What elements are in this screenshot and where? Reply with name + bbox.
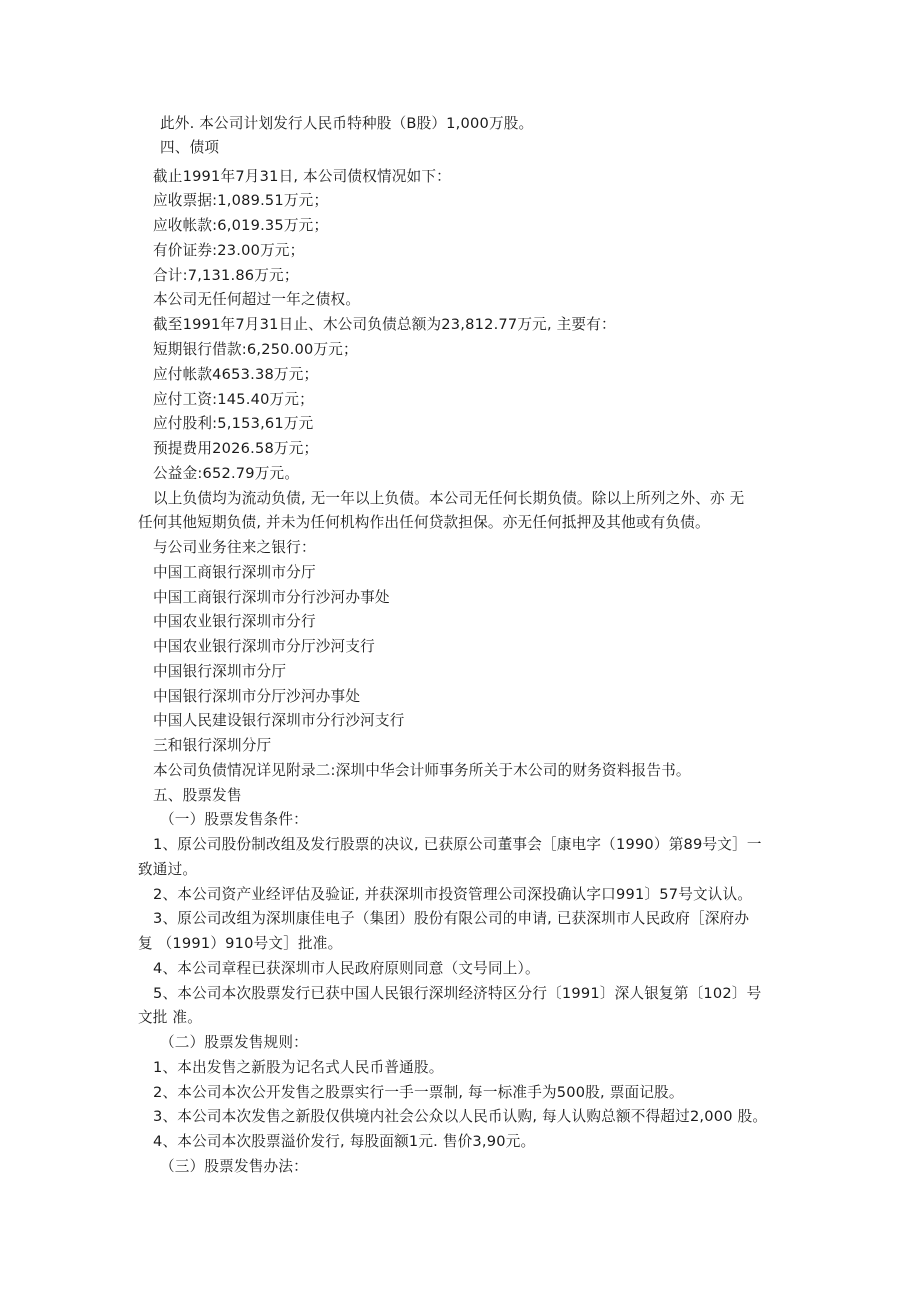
text-line: 应付股利:5,153,61万元 bbox=[153, 415, 314, 432]
text-line: 此外. 本公司计划发行人民币特种股（B股）1,000万股。 bbox=[160, 115, 534, 132]
text-line: 有价证券:23.00万元； bbox=[153, 242, 305, 259]
subsection-heading: （二）股票发售规则： bbox=[160, 1034, 308, 1051]
section-heading: 四、债项 bbox=[160, 139, 220, 156]
text-line: 任何其他短期负债, 并未为任何机构作出任何贷款担保。亦无任何抵押及其他或有负债。 bbox=[138, 514, 710, 531]
text-line: 截止1991年7月31日, 本公司债权情况如下： bbox=[153, 168, 451, 185]
text-line: 5、本公司本次股票发行已获中国人民银行深圳经济特区分行〔1991〕深人银复第〔102〕号 bbox=[153, 985, 762, 1002]
bank-name: 中国银行深圳市分厅 bbox=[153, 663, 287, 680]
text-line: 2、本公司本次公开发售之股票实行一手一票制, 每一标准手为500股, 票面记股。 bbox=[153, 1084, 684, 1101]
text-line: 以上负债均为流动负债, 无一年以上负债。本公司无任何长期负债。除以上所列之外、亦 无 bbox=[153, 490, 745, 507]
text-line: 复 （1991）910号文］批准。 bbox=[138, 935, 343, 952]
text-line: 与公司业务往来之银行： bbox=[153, 539, 316, 556]
text-line: 4、本公司章程已获深圳市人民政府原则同意（文号同上）。 bbox=[153, 960, 540, 977]
subsection-heading: （一）股票发售条件： bbox=[160, 811, 308, 828]
text-line: 1、本出发售之新股为记名式人民币普通股。 bbox=[153, 1059, 444, 1076]
bank-name: 中国工商银行深圳市分厅 bbox=[153, 564, 316, 581]
subsection-heading: （三）股票发售办法： bbox=[160, 1158, 308, 1175]
bank-name: 中国农业银行深圳市分厅沙河支行 bbox=[153, 638, 375, 655]
text-line: 短期银行借款:6,250.00万元； bbox=[153, 341, 358, 358]
text-line: 应付帐款4653.38万元； bbox=[153, 366, 319, 383]
text-line: 截至1991年7月31日止、木公司负债总额为23,812.77万元, 主要有： bbox=[153, 316, 616, 333]
text-line: 本公司无任何超过一年之债权。 bbox=[153, 291, 361, 308]
bank-name: 中国银行深圳市分厅沙河办事处 bbox=[153, 688, 361, 705]
text-line: 本公司负债情况详见附录二:深圳中华会计师事务所关于木公司的财务资料报告书。 bbox=[153, 762, 691, 779]
text-line: 3、本公司本次发售之新股仅供境内社会公众以人民币认购, 每人认购总额不得超过2,000 股。 bbox=[153, 1108, 768, 1125]
text-line: 3、原公司改组为深圳康佳电子（集团）股份有限公司的申请, 已获深圳市人民政府［深府办 bbox=[153, 910, 750, 927]
text-line: 2、本公司资产业经评估及验证, 并获深圳市投资管理公司深投确认字口991〕57号文认认。 bbox=[153, 886, 753, 903]
bank-name: 中国人民建设银行深圳市分行沙河支行 bbox=[153, 712, 405, 729]
text-line: 应收帐款:6,019.35万元； bbox=[153, 217, 329, 234]
text-line: 致通过。 bbox=[138, 861, 198, 878]
bank-name: 中国农业银行深圳市分行 bbox=[153, 613, 316, 630]
text-line: 预提费用2026.58万元； bbox=[153, 440, 319, 457]
text-line: 文批 准。 bbox=[138, 1009, 203, 1026]
text-line: 1、原公司股份制改组及发行股票的决议, 已获原公司董事会［康电字（1990）第89号文］一 bbox=[153, 836, 762, 853]
text-line: 应收票据:1,089.51万元； bbox=[153, 192, 329, 209]
text-line: 公益金:652.79万元。 bbox=[153, 465, 300, 482]
text-line: 应付工资:145.40万元； bbox=[153, 391, 314, 408]
text-line: 4、本公司本次股票溢价发行, 每股面额1元. 售价3,90元。 bbox=[153, 1133, 536, 1150]
text-line: 合计:7,131.86万元； bbox=[153, 267, 299, 284]
bank-name: 三和银行深圳分厅 bbox=[153, 737, 272, 754]
section-heading: 五、股票发售 bbox=[153, 787, 242, 804]
bank-name: 中国工商银行深圳市分行沙河办事处 bbox=[153, 589, 390, 606]
